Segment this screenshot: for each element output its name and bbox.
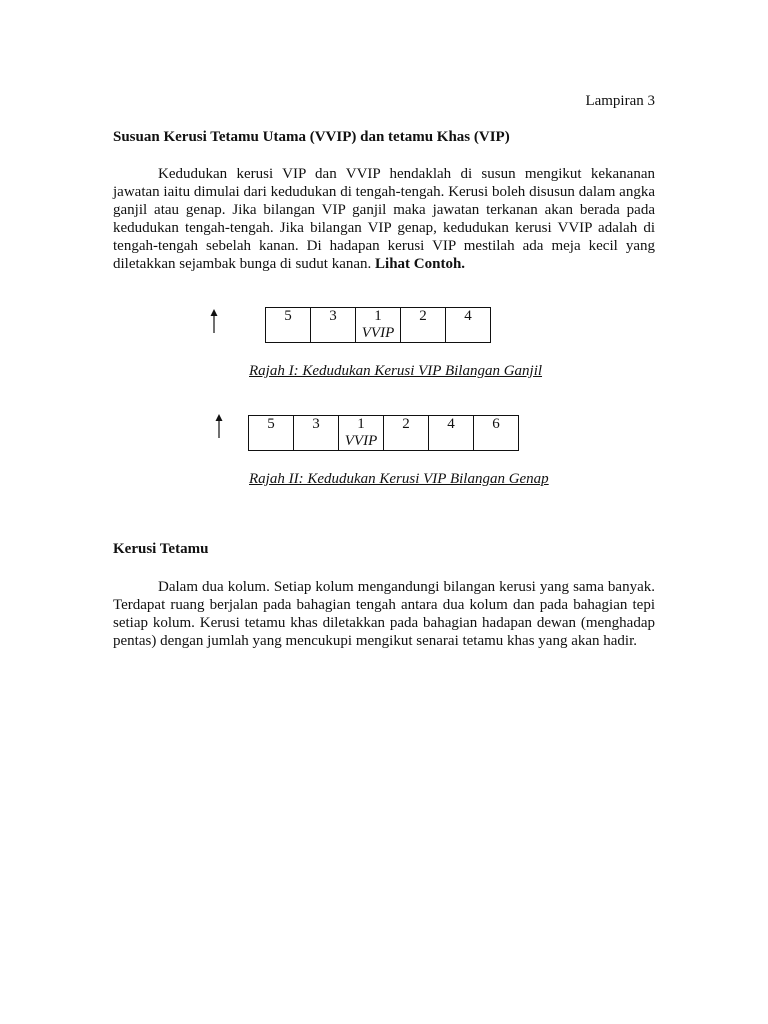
seat-number: 6 [492, 416, 500, 432]
seat-table-even [248, 415, 519, 451]
seat-number: 4 [464, 308, 472, 324]
seat-number: 1 [357, 416, 365, 432]
section-title-guest-seats: Kerusi Tetamu [113, 541, 209, 557]
paragraph-guest-seats: Dalam dua kolum. Setiap kolum mengandungi bilangan kerusi yang sama banyak. Terdapat ruang berjalan pada bahagian tengah antara dua kolum dan pada bahagian tepi setiap kolum. Kerusi tetamu khas diletakkan pada bahagian hadapan dewan (menghadap pentas) dengan jumlah yang mencukupi mengikut senarai tetamu khas yang akan hadir. [113, 579, 655, 649]
seat-cell [294, 416, 339, 451]
up-arrow-icon [209, 308, 219, 334]
seat-cell [311, 308, 356, 343]
seat-cell [446, 308, 491, 343]
seat-cell [384, 416, 429, 451]
seat-number: 1 [374, 308, 382, 324]
figure2-caption: Rajah II: Kedudukan Kerusi VIP Bilangan Genap [249, 471, 549, 487]
figure1-caption: Rajah I: Kedudukan Kerusi VIP Bilangan Ganjil [249, 363, 543, 379]
seat-cell [401, 308, 446, 343]
seat-number: 2 [419, 308, 427, 324]
seat-cell [429, 416, 474, 451]
seat-number: 4 [447, 416, 455, 432]
seat-cell [249, 416, 294, 451]
vvip-label: VVIP [361, 325, 395, 341]
paragraph-vip-arrangement [113, 165, 655, 273]
seat-cell [266, 308, 311, 343]
annex-label: Lampiran 3 [585, 93, 655, 109]
seat-number: 2 [402, 416, 410, 432]
vvip-label: VVIP [344, 433, 378, 449]
document-title: Susuan Kerusi Tetamu Utama (VVIP) dan tetamu Khas (VIP) [113, 129, 510, 145]
seat-cell-vvip [339, 416, 384, 451]
paragraph1-text: Kedudukan kerusi VIP dan VVIP hendaklah di susun mengikut kekananan jawatan iaitu dimulai dari kedudukan di tengah-tengah. Kerusi boleh disusun dalam angka ganjil atau genap. Jika bilangan VIP ganjil maka jawatan terkanan akan berada pada kedudukan tengah-tengah. Jika bilangan VIP genap, kedudukan kerusi VVIP adalah di tengah-tengah sebelah kanan. Di hadapan kerusi VIP mestilah ada meja kecil yang diletakkan sejambak bunga di sudut kanan. [113, 166, 655, 272]
seat-number: 5 [267, 416, 275, 432]
seat-number: 5 [284, 308, 292, 324]
see-example-text: Lihat Contoh. [375, 256, 466, 272]
seat-cell [474, 416, 519, 451]
seat-cell-vvip [356, 308, 401, 343]
seat-table-odd [265, 307, 491, 343]
up-arrow-icon [214, 413, 224, 439]
seat-number: 3 [312, 416, 320, 432]
seat-number: 3 [329, 308, 337, 324]
